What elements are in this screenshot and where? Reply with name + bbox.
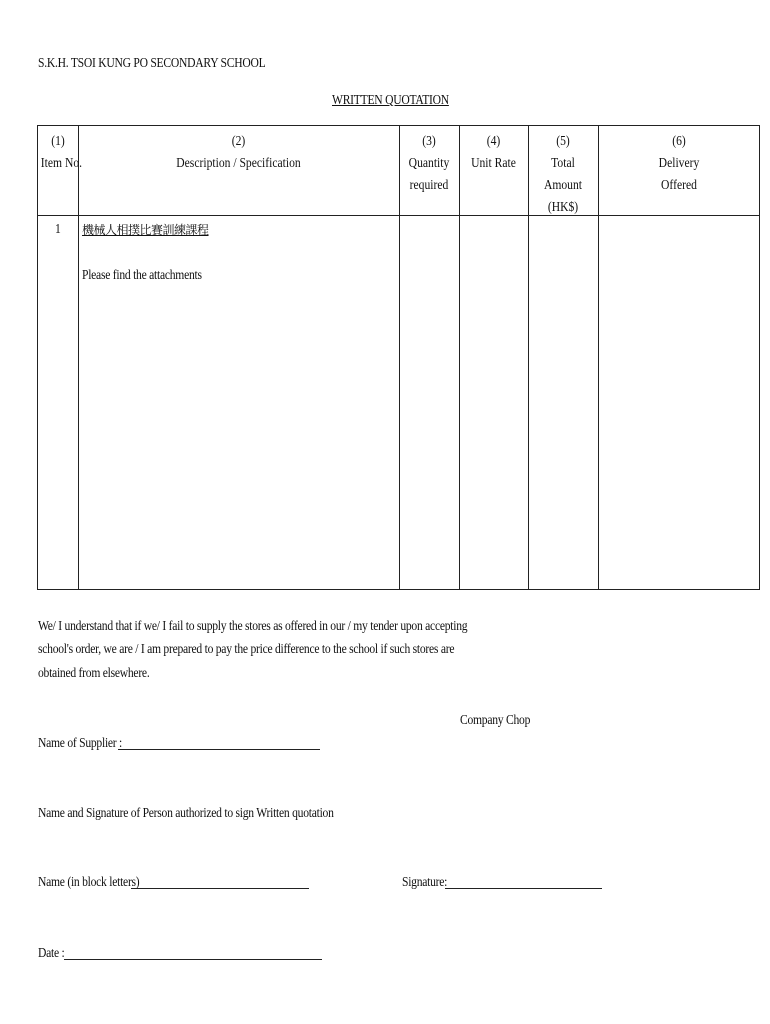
column-label: Amount <box>543 177 583 192</box>
row-description-note: Please find the attachments <box>82 267 202 282</box>
document-title: WRITTEN QUOTATION <box>332 92 449 107</box>
column-number: (6) <box>672 133 686 148</box>
date-field[interactable] <box>64 959 322 960</box>
column-number: (1) <box>51 133 65 148</box>
column-number: (4) <box>486 133 501 148</box>
column-header-item-no <box>38 130 83 174</box>
row-item-no: 1 <box>55 221 61 236</box>
column-header-unit-rate <box>459 130 528 174</box>
declaration-line: We/ I understand that if we/ I fail to supply the stores as offered in our / my tender upon accepting <box>38 618 468 633</box>
column-header-description <box>78 130 399 174</box>
column-number: (2) <box>231 133 246 148</box>
supplier-label: Name of Supplier : <box>38 735 123 750</box>
column-label: (HK$) <box>547 199 579 214</box>
declaration-line: obtained from elsewhere. <box>38 665 150 680</box>
column-divider <box>459 126 460 589</box>
date-label: Date : <box>38 945 65 960</box>
signature-field[interactable] <box>445 888 602 889</box>
declaration-line: school's order, we are / I am prepared to pay the price difference to the school if such stores are <box>38 641 455 656</box>
block-letters-label: Name (in block letters) <box>38 874 140 889</box>
column-number: (3) <box>422 133 436 148</box>
column-label: Delivery <box>658 155 700 170</box>
column-label: Quantity <box>408 155 450 170</box>
column-label: Unit Rate <box>471 155 516 170</box>
column-divider <box>78 126 79 589</box>
company-chop-label: Company Chop <box>460 712 531 727</box>
column-label: Description / Specification <box>176 155 301 170</box>
column-header-delivery <box>598 130 760 196</box>
column-header-total-amount <box>528 130 598 218</box>
supplier-name-field[interactable] <box>118 749 320 750</box>
signature-label: Signature: <box>402 874 448 889</box>
column-label: Item No. <box>40 155 83 170</box>
block-letters-name-field[interactable] <box>131 888 309 889</box>
column-header-quantity <box>399 130 459 196</box>
authorized-person-label: Name and Signature of Person authorized to sign Written quotation <box>38 805 334 820</box>
quotation-table <box>37 125 760 590</box>
school-name: S.K.H. TSOI KUNG PO SECONDARY SCHOOL <box>38 55 266 70</box>
row-description-title: 機械人相撲比賽訓練課程 <box>82 223 209 237</box>
column-number: (5) <box>556 133 570 148</box>
column-label: required <box>409 177 449 192</box>
column-label: Offered <box>661 177 697 192</box>
column-label: Total <box>551 155 575 170</box>
header-divider <box>38 215 759 216</box>
